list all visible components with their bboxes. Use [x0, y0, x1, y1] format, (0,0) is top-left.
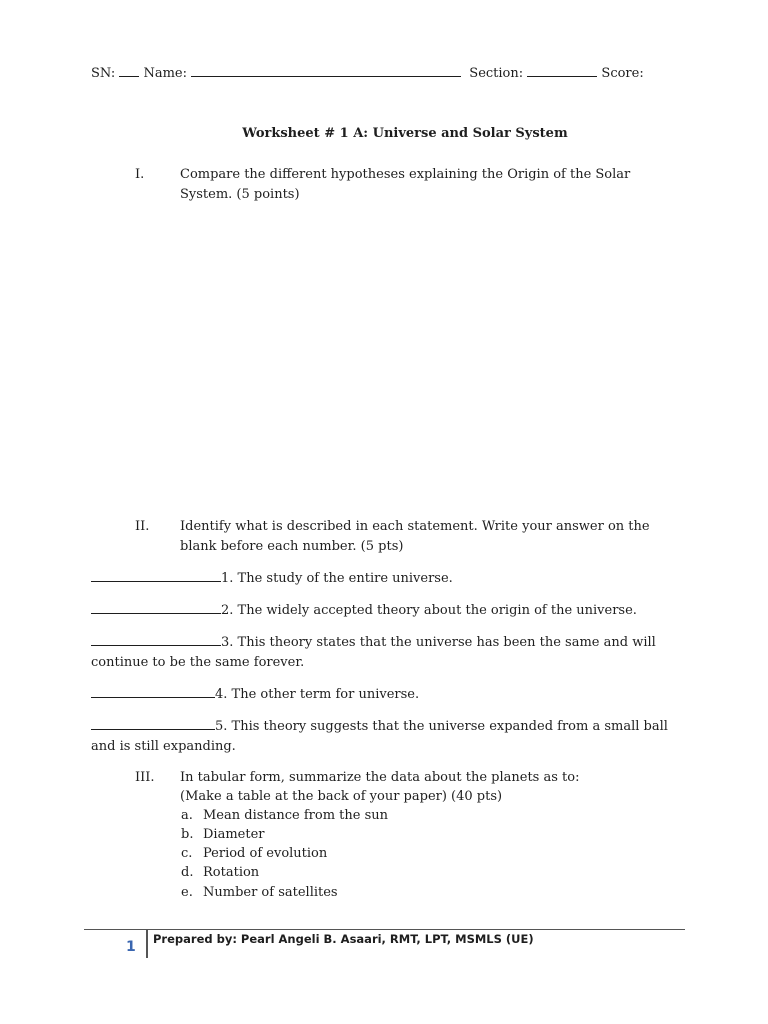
section-blank[interactable]: [527, 63, 597, 77]
part3-note: (Make a table at the back of your paper) (40 pts): [180, 789, 503, 804]
score-label: Score:: [601, 66, 644, 81]
item-statement: 3. This theory states that the universe has been the same and will continue to be the same forever.: [91, 635, 656, 670]
answer-blank[interactable]: [91, 716, 215, 730]
part2-instruction: Identify what is described in each statement. Write your answer on the blank before each number. (5 pts): [180, 519, 650, 554]
sub-item-text: Mean distance from the sun: [203, 808, 389, 823]
sub-item-text: Period of evolution: [203, 846, 328, 861]
item-statement: 2. The widely accepted theory about the origin of the universe.: [221, 603, 637, 618]
part1-numeral: I.: [135, 167, 145, 182]
sub-item-text: Rotation: [203, 865, 260, 880]
part2-numeral: II.: [135, 519, 150, 534]
sub-item-letter: e.: [181, 885, 193, 900]
sn-blank[interactable]: [119, 63, 139, 77]
part3-instruction: In tabular form, summarize the data about the planets as to:: [180, 770, 580, 785]
name-blank[interactable]: [191, 63, 461, 77]
identification-item: [91, 716, 681, 757]
sub-item-letter: d.: [181, 865, 194, 880]
item-statement: 1. The study of the entire universe.: [221, 571, 453, 586]
footer-divider: [84, 929, 685, 930]
name-label: Name:: [143, 66, 188, 81]
identification-item: [91, 632, 681, 673]
sub-item-letter: b.: [181, 827, 194, 842]
prepared-by: Prepared by: Pearl Angeli B. Asaari, RMT, LPT, MSMLS (UE): [153, 932, 534, 946]
answer-blank[interactable]: [91, 684, 215, 698]
page-number: 1: [126, 939, 136, 955]
section-label: Section:: [469, 66, 524, 81]
item-statement: 5. This theory suggests that the universe expanded from a small ball and is still expanding.: [91, 719, 668, 754]
identification-item: [91, 600, 681, 621]
part1-instruction: Compare the different hypotheses explaining the Origin of the Solar System. (5 points): [180, 167, 631, 202]
sub-item-text: Number of satellites: [203, 885, 338, 900]
sn-label: SN:: [91, 66, 116, 81]
identification-item: [91, 684, 681, 705]
part3-numeral: III.: [135, 770, 155, 785]
identification-item: [91, 568, 681, 589]
sub-item-letter: c.: [181, 846, 193, 861]
worksheet-title: Worksheet # 1 A: Universe and Solar System: [242, 126, 568, 141]
answer-blank[interactable]: [91, 568, 221, 582]
sub-item-text: Diameter: [203, 827, 265, 842]
item-statement: 4. The other term for universe.: [215, 687, 420, 702]
footer-vertical-divider: [146, 929, 148, 958]
sub-item-letter: a.: [181, 808, 193, 823]
answer-blank[interactable]: [91, 600, 221, 614]
student-info-header: [91, 63, 644, 84]
answer-blank[interactable]: [91, 632, 221, 646]
